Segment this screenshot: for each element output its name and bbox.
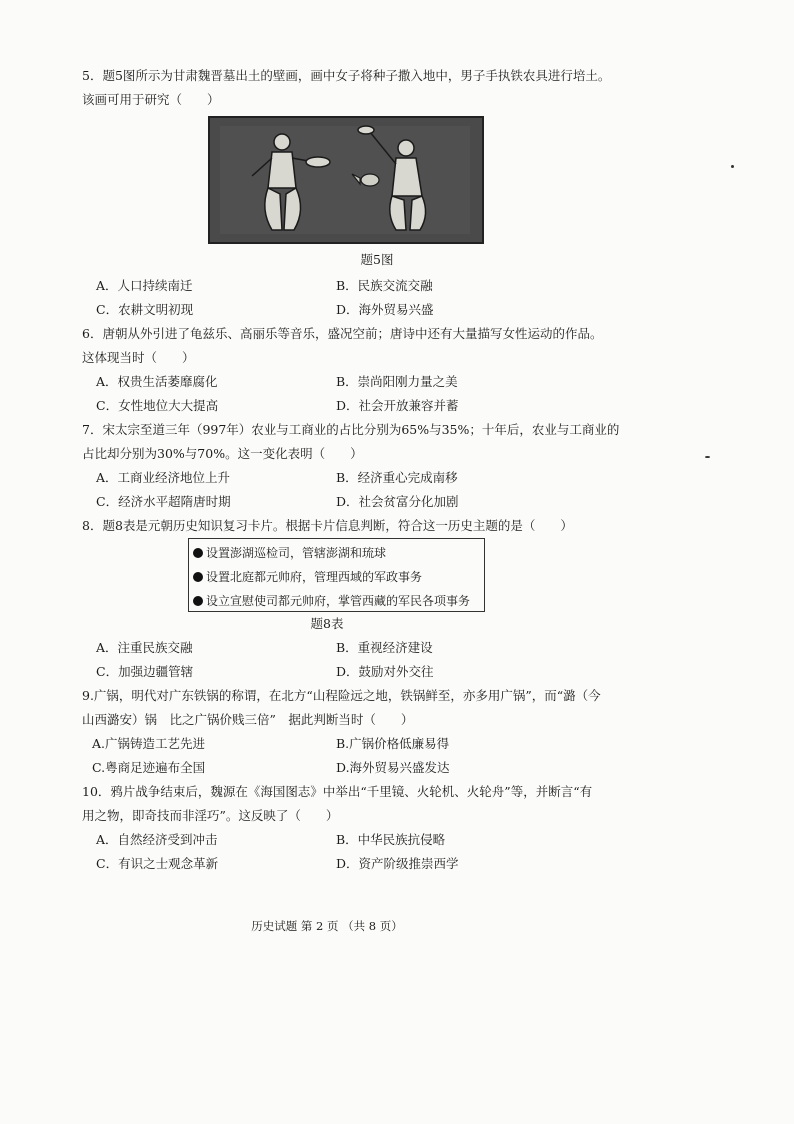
q5-option-b[interactable]: B．民族交流交融 <box>336 278 433 293</box>
q5-option-a[interactable]: A．人口持续南迁 <box>96 278 193 293</box>
q9-stem-line1: 9.广锅，明代对广东铁锅的称谓，在北方“山程险远之地，铁锅鲜至，亦多用广锅”，而“潞（今 <box>82 688 601 703</box>
card-item-text: 设立宣慰使司都元帅府，掌管西藏的军民各项事务 <box>206 594 471 608</box>
q8-table-caption: 题8表 <box>310 616 344 631</box>
q10-option-d[interactable]: D．资产阶级推崇西学 <box>336 856 459 871</box>
q7-option-b[interactable]: B．经济重心完成南移 <box>336 470 458 485</box>
q10-option-b[interactable]: B．中华民族抗侵略 <box>336 832 446 847</box>
q6-option-c[interactable]: C．女性地位大大提高 <box>96 398 219 413</box>
tomb-mural-image <box>208 116 484 244</box>
q8-option-a[interactable]: A．注重民族交融 <box>96 640 193 655</box>
bullet-icon <box>193 572 203 582</box>
review-card <box>188 538 485 612</box>
q6-stem-line1: 6．唐朝从外引进了龟兹乐、高丽乐等音乐，盛况空前；唐诗中还有大量描写女性运动的作品。 <box>82 326 603 341</box>
q5-stem-line1: 5．题5图所示为甘肃魏晋墓出土的壁画，画中女子将种子撒入地中，男子手执铁农具进行培土。 <box>82 68 611 83</box>
card-item <box>193 565 484 589</box>
q10-stem-line1: 10．鸦片战争结束后，魏源在《海国图志》中举出“千里镜、火轮机、火轮舟”等，并断言“有 <box>82 784 593 799</box>
card-item-text: 设置北庭都元帅府，管理西域的军政事务 <box>206 570 423 584</box>
q7-option-c[interactable]: C．经济水平超隋唐时期 <box>96 494 231 509</box>
q8-option-c[interactable]: C．加强边疆管辖 <box>96 664 194 679</box>
q5-stem-line2: 该画可用于研究（ ） <box>82 92 220 107</box>
q7-stem-line2: 占比却分别为30%与70%。这一变化表明（ ） <box>82 446 363 461</box>
q5-option-c[interactable]: C．农耕文明初现 <box>96 302 194 317</box>
q6-option-d[interactable]: D．社会开放兼容并蓄 <box>336 398 459 413</box>
q9-option-c[interactable]: C.粤商足迹遍布全国 <box>92 760 206 775</box>
q9-option-a[interactable]: A.广锅铸造工艺先进 <box>92 736 206 751</box>
q10-option-c[interactable]: C．有识之士观念革新 <box>96 856 219 871</box>
q7-option-a[interactable]: A．工商业经济地位上升 <box>96 470 231 485</box>
q9-stem-line2: 山西潞安）锅 比之广锅价贱三倍” 据此判断当时（ ） <box>82 712 414 727</box>
q6-option-a[interactable]: A．权贵生活萎靡腐化 <box>96 374 218 389</box>
q10-stem-line2: 用之物，即奇技而非淫巧”。这反映了（ ） <box>82 808 339 823</box>
scan-speck <box>731 165 734 168</box>
bullet-icon <box>193 596 203 606</box>
card-item <box>193 589 484 613</box>
bullet-icon <box>193 548 203 558</box>
scan-speck <box>705 456 710 458</box>
q9-option-d[interactable]: D.海外贸易兴盛发达 <box>336 760 450 775</box>
q6-stem-line2: 这体现当时（ ） <box>82 350 195 365</box>
mural-illustration <box>210 118 482 242</box>
card-item-text: 设置澎湖巡检司，管辖澎湖和琉球 <box>206 546 387 560</box>
q8-stem-line1: 8．题8表是元朝历史知识复习卡片。根据卡片信息判断，符合这一历史主题的是（ ） <box>82 518 573 533</box>
q6-option-b[interactable]: B．崇尚阳刚力量之美 <box>336 374 458 389</box>
q8-option-b[interactable]: B．重视经济建设 <box>336 640 433 655</box>
q5-figure-caption: 题5图 <box>360 252 394 267</box>
q7-stem-line1: 7．宋太宗至道三年（997年）农业与工商业的占比分别为65%与35%；十年后，农业与工商业的 <box>82 422 620 437</box>
q10-option-a[interactable]: A．自然经济受到冲击 <box>96 832 218 847</box>
q9-option-b[interactable]: B.广锅价格低廉易得 <box>336 736 450 751</box>
q5-option-d[interactable]: D．海外贸易兴盛 <box>336 302 434 317</box>
card-item <box>193 541 484 565</box>
q7-option-d[interactable]: D．社会贫富分化加剧 <box>336 494 459 509</box>
page-footer: 历史试题 第 2 页 （共 8 页） <box>251 919 403 933</box>
q8-option-d[interactable]: D．鼓励对外交往 <box>336 664 434 679</box>
